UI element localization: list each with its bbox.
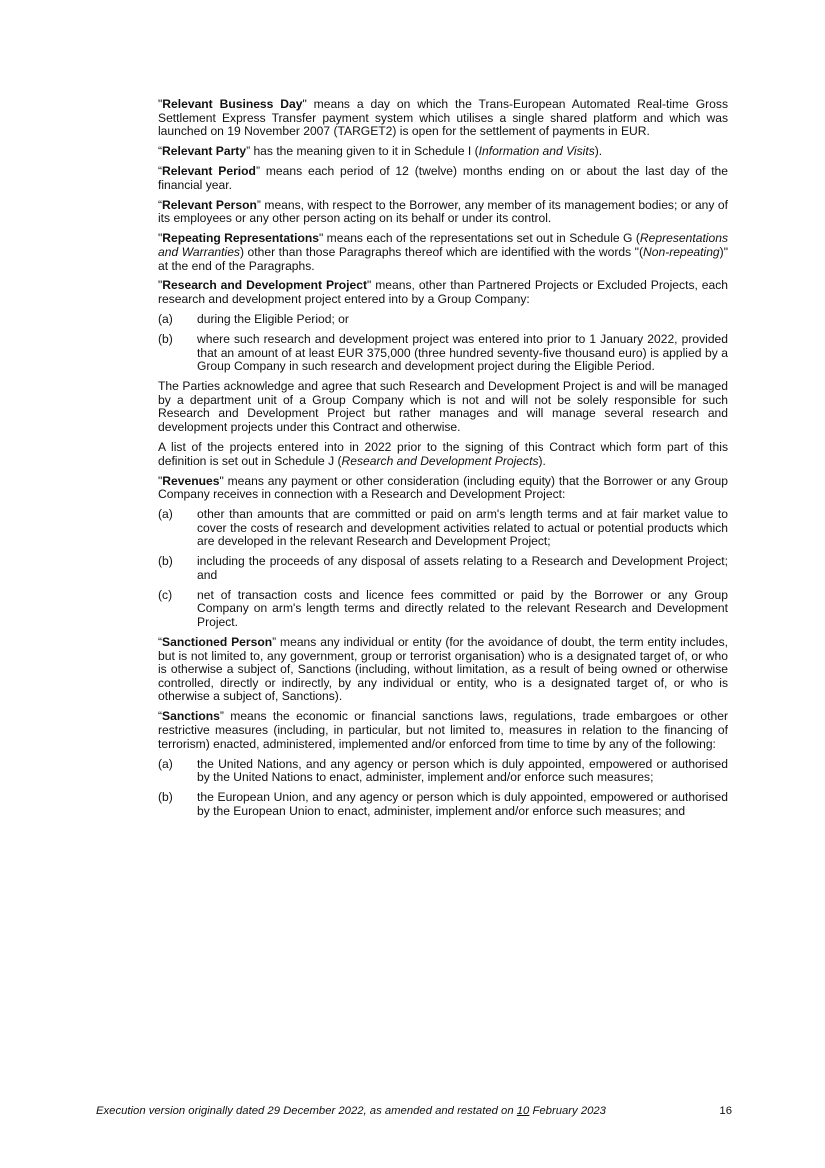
list-label: (b) — [158, 790, 173, 805]
definition-relevant-business-day: "Relevant Business Day" means a day on which the Trans-European Automated Real-time Gross Settlement Express Transfer payment system which utilises a single shared platform and which was launched on 19 November 2007 (TARGET2) is open for the settlement of payments in EUR. — [158, 97, 728, 139]
defined-term: Relevant Period — [162, 164, 256, 179]
list-label: (c) — [158, 587, 173, 602]
list-item — [158, 333, 728, 374]
definition-relevant-party: “Relevant Party” has the meaning given to it in Schedule I (Information and Visits). — [158, 144, 603, 159]
definition-sanctions: “Sanctions” means the economic or financial sanctions laws, regulations, trade embargoes or other restrictive measures (including, in particular, but not limited to, measures in relation to the financing of terrorism) enacted, administered, implemented and/or enforced from time to time by any of the following: — [158, 709, 728, 751]
list-item — [158, 313, 728, 327]
list-item — [158, 758, 728, 785]
list-text: net of transaction costs and licence fees committed or paid by the Borrower or any Group Company on arm's length terms and directly related to the relevant Research and Development Project. — [197, 587, 728, 630]
defined-term: Relevant Party — [162, 144, 247, 159]
list-label: (a) — [158, 756, 173, 771]
cross-reference: Representations and Warranties — [158, 231, 728, 259]
defined-term: Sanctions — [162, 709, 220, 724]
list-text: the United Nations, and any agency or person which is duly appointed, empowered or authorised by the United Nations to enact, administer, implement and/or enforce such measures; — [197, 756, 728, 785]
defined-term: Research and Development Project — [162, 278, 367, 293]
list-text: the European Union, and any agency or person which is duly appointed, empowered or authorised by the European Union to enact, administer, implement and/or enforce such measures; and — [197, 790, 728, 818]
list-text: where such research and development project was entered into prior to 1 January 2022, provided that an amount of at least EUR 375,000 (three hundred seventy-five thousand euro) is applied by a Group Company in such research and development project during the Eligible Period. — [197, 332, 728, 374]
definition-relevant-person: “Relevant Person” means, with respect to the Borrower, any member of its management bodies; or any of its employees or any other person acting on its behalf or under its control. — [158, 197, 728, 226]
defined-term: Revenues — [162, 473, 220, 488]
document-body — [158, 98, 728, 825]
cross-reference: Information and Visits — [478, 144, 595, 159]
list-text: during the Eligible Period; or — [197, 312, 349, 327]
definition-relevant-period: “Relevant Period” means each period of 12 (twelve) months ending on or about the last day of the financial year. — [158, 164, 729, 192]
page-footer — [96, 1104, 732, 1118]
list-item — [158, 508, 728, 549]
version-note: Execution version originally dated 29 December 2022, as amended and restated on 10 February 2023 — [96, 1105, 606, 1117]
version-day: 10 — [516, 1105, 530, 1117]
page-number: 16 — [719, 1105, 732, 1117]
list-item — [158, 555, 728, 582]
list-item — [158, 589, 728, 630]
list-label: (b) — [158, 332, 173, 347]
definition-revenues: "Revenues" means any payment or other consideration (including equity) that the Borrower or any Group Company receives in connection with a Research and Development Project: — [158, 473, 728, 502]
defined-term: Relevant Business Day — [162, 97, 303, 111]
list-label: (a) — [158, 312, 173, 327]
paragraph-list-of-projects: A list of the projects entered into in 2022 prior to the signing of this Contract which form part of this definition is set out in Schedule J (Research and Development Projects). — [158, 439, 728, 468]
defined-term: Relevant Person — [162, 197, 257, 212]
definition-repeating-representations: "Repeating Representations" means each of the representations set out in Schedule G (Representations and Warranties) other than those Paragraphs thereof which are identified with the words "(Non-repeating)" at the end of the Paragraphs. — [158, 231, 728, 273]
paragraph-parties-acknowledge: The Parties acknowledge and agree that such Research and Development Project is and will be managed by a department unit of a Group Company which is not and will not be solely responsible for such Research and Development Project but rather manages and will manage several research and development projects under this Contract and otherwise. — [158, 379, 728, 434]
list-text: including the proceeds of any disposal of assets relating to a Research and Development Project; and — [197, 554, 728, 582]
defined-term: Repeating Representations — [162, 231, 319, 246]
defined-term: Sanctioned Person — [162, 635, 273, 650]
cross-reference: Research and Development Projects — [341, 453, 539, 468]
list-label: (a) — [158, 507, 173, 522]
list-text: other than amounts that are committed or paid on arm's length terms and at fair market value to cover the costs of research and development activities related to actual or potential products which are developed in the relevant Research and Development Project; — [197, 507, 728, 549]
cross-reference: Non-repeating — [643, 244, 720, 259]
list-item — [158, 791, 728, 818]
list-label: (b) — [158, 554, 173, 569]
definition-research-and-development-project: "Research and Development Project" means, other than Partnered Projects or Excluded Projects, each research and development project entered into by a Group Company: — [158, 278, 729, 307]
definition-sanctioned-person: “Sanctioned Person” means any individual or entity (for the avoidance of doubt, the term entity includes, but is not limited to, any government, group or terrorist organisation) who is a designated target of, or who is otherwise a subject of, Sanctions (including, without limitation, as a result of being owned or otherwise controlled, directly or indirectly, by any individual or entity, who is a designated target of, or who is otherwise a subject of, Sanctions). — [158, 635, 728, 704]
